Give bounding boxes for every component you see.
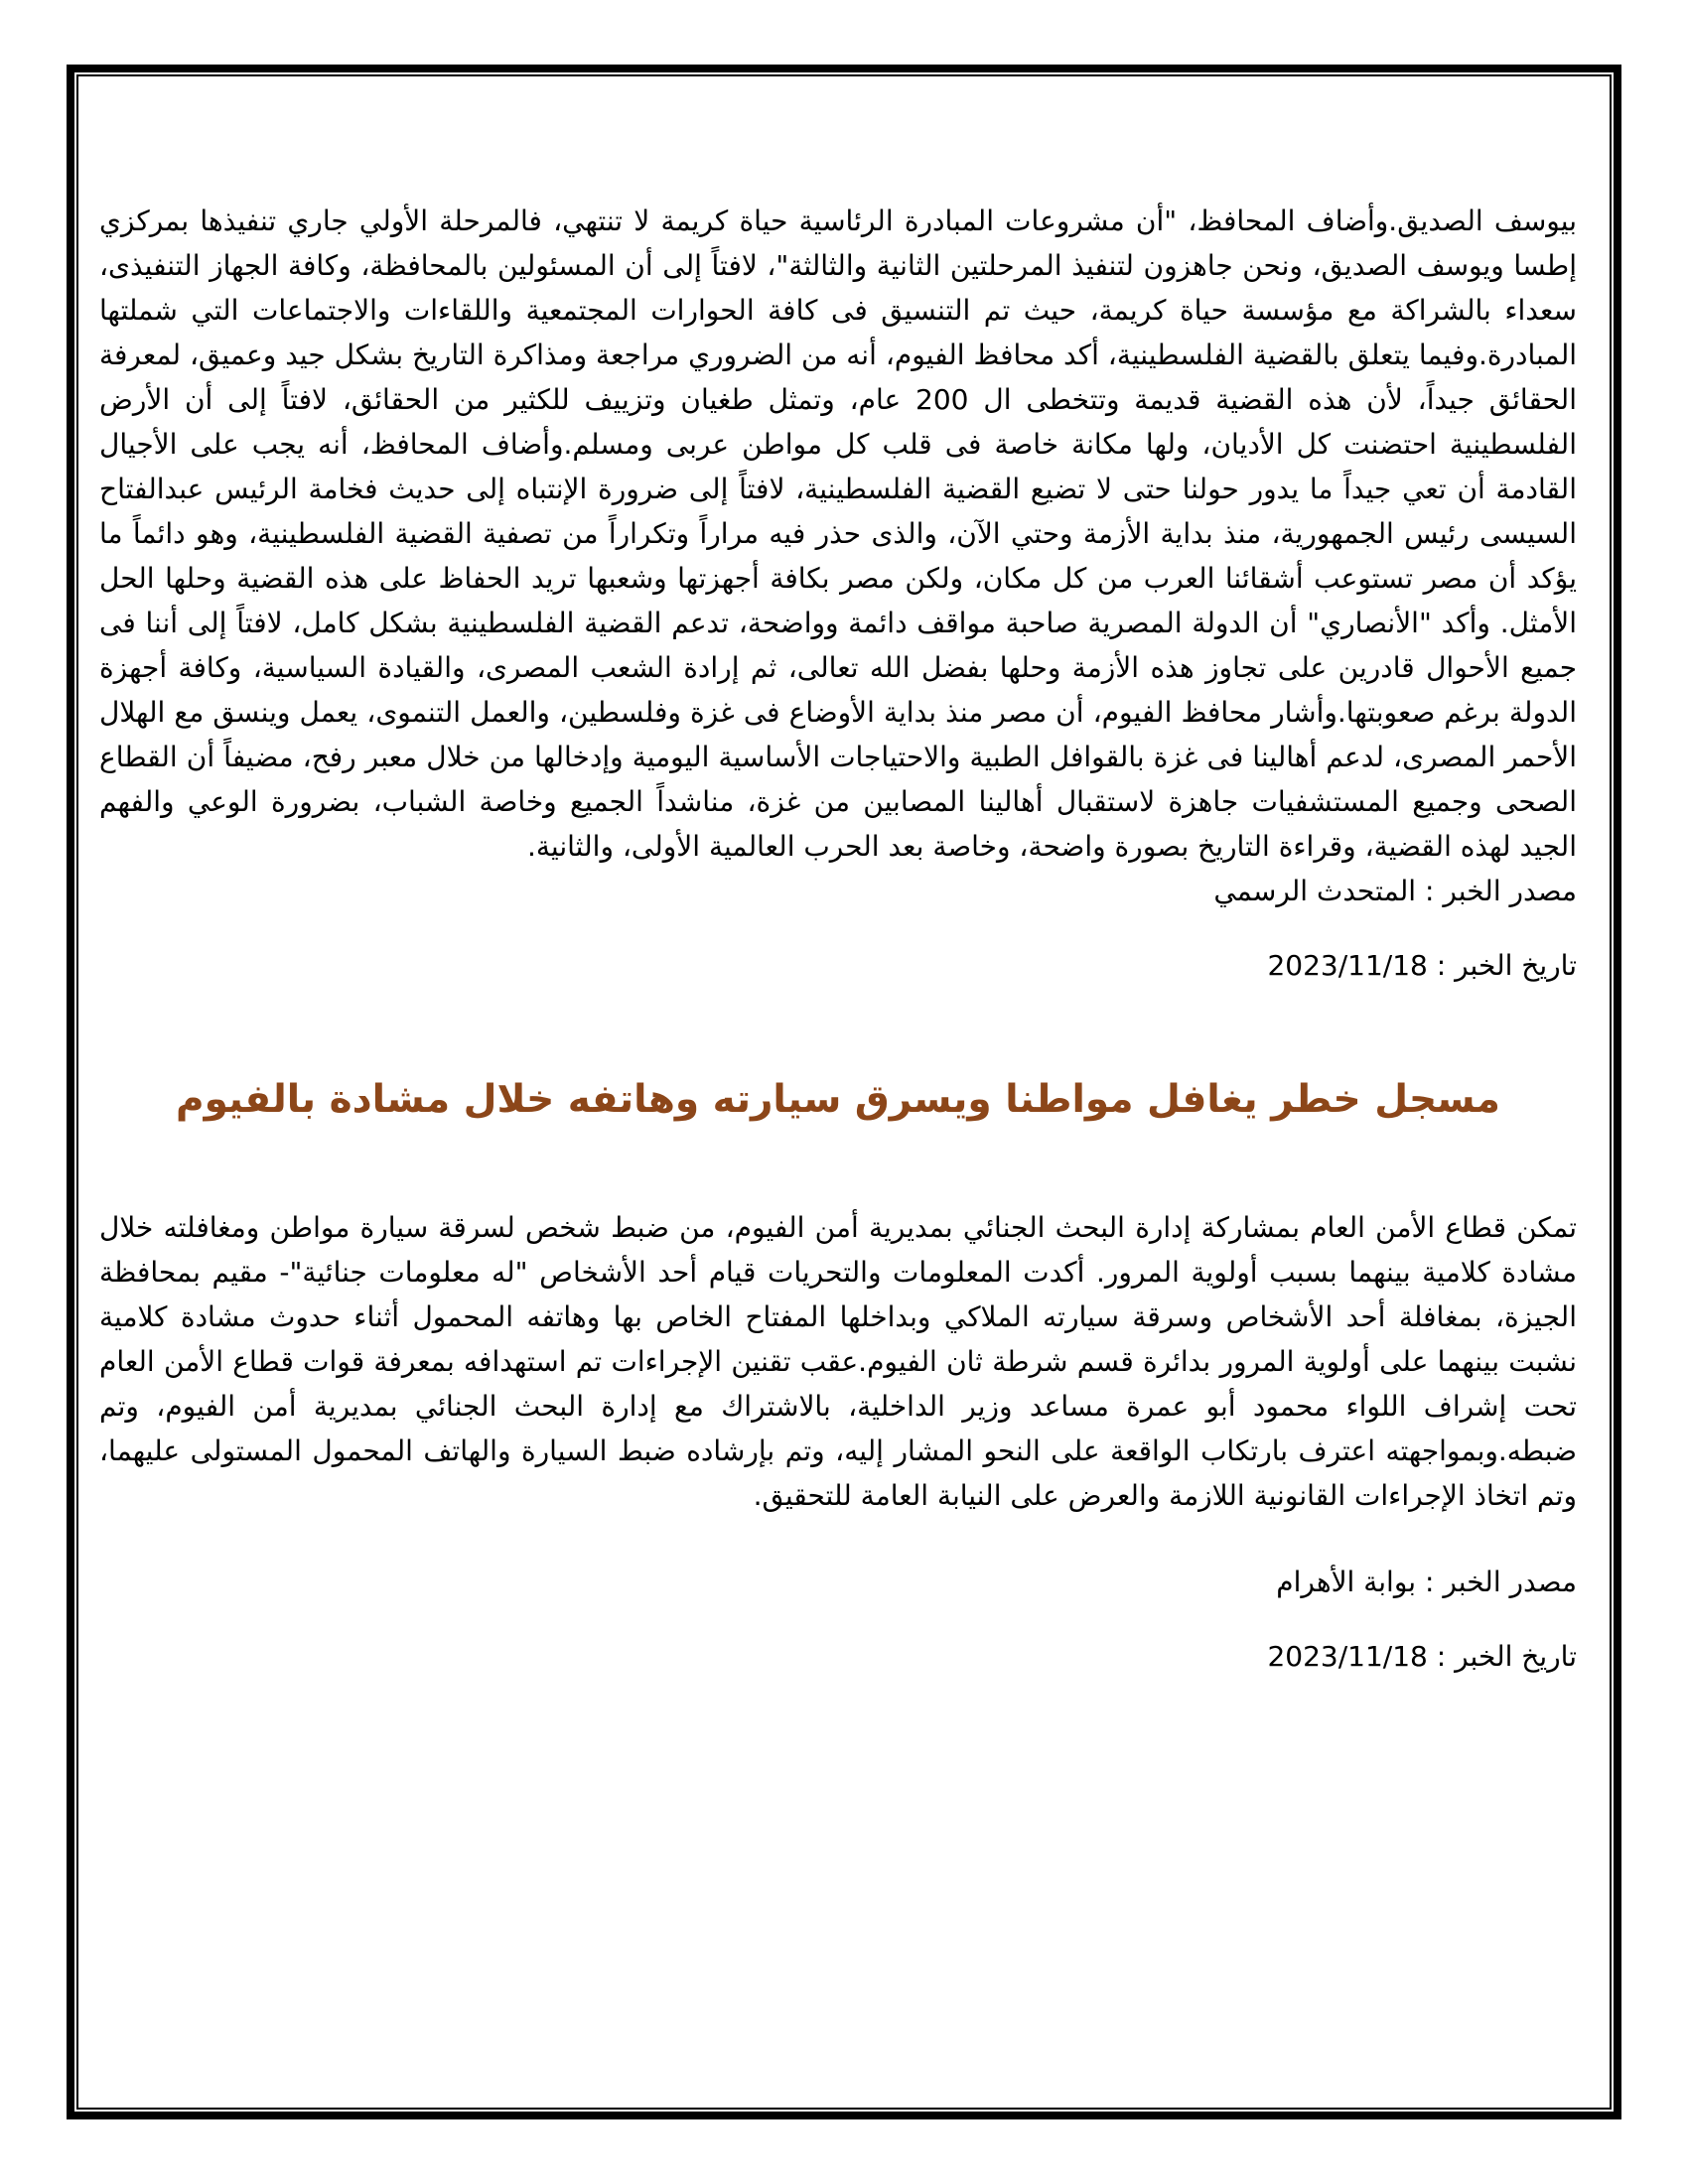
source-label: مصدر الخبر [1443, 875, 1577, 907]
source-separator: : [1416, 1566, 1444, 1598]
article-2-source-line [99, 1560, 1577, 1604]
page-content [99, 199, 1577, 1679]
article-1-source-line [99, 869, 1577, 913]
article-1-body: بيوسف الصديق.وأضاف المحافظ، "أن مشروعات المبادرة الرئاسية حياة كريمة لا تنتهي، فالمرحلة الأولي جاري تنفيذها بمركزي إطسا ويوسف الصديق، ونحن جاهزون لتنفيذ المرحلتين الثانية والثالثة"، لافتاً إلى أن المسئولين بالمحافظة، وكافة الجهاز التنفيذى، سعداء بالشراكة مع مؤسسة حياة كريمة، حيث تم التنسيق فى كافة الحوارات المجتمعية واللقاءات والاجتماعات التي شملتها المبادرة.وفيما يتعلق بالقضية الفلسطينية، أكد محافظ الفيوم، أنه من الضروري مراجعة ومذاكرة التاريخ بشكل جيد وعميق، لمعرفة الحقائق جيداً، لأن هذه القضية قديمة وتتخطى ال 200 عام، وتمثل طغيان وتزييف للكثير من الحقائق، لافتاً إلى أن الأرض الفلسطينية احتضنت كل الأديان، ولها مكانة خاصة فى قلب كل مواطن عربى ومسلم.وأضاف المحافظ، أنه يجب على الأجيال القادمة أن تعي جيداً ما يدور حولنا حتى لا تضيع القضية الفلسطينية، لافتاً إلى ضرورة الإنتباه إلى حديث فخامة الرئيس عبدالفتاح السيسى رئيس الجمهورية، منذ بداية الأزمة وحتي الآن، والذى حذر فيه مراراً وتكراراً من تصفية القضية الفلسطينية، وهو دائماً ما يؤكد أن مصر تستوعب أشقائنا العرب من كل مكان، ولكن مصر بكافة أجهزتها وشعبها تريد الحفاظ على هذه القضية وحلها الحل الأمثل. وأكد "الأنصاري" أن الدولة المصرية صاحبة مواقف دائمة وواضحة، تدعم القضية الفلسطينية بشكل كامل، لافتاً إلى أننا فى جميع الأحوال قادرين على تجاوز هذه الأزمة وحلها بفضل الله تعالى، ثم إرادة الشعب المصرى، والقيادة السياسية، وكافة أجهزة الدولة برغم صعوبتها.وأشار محافظ الفيوم، أن مصر منذ بداية الأوضاع فى غزة وفلسطين، والعمل التنموى، يعمل وينسق مع الهلال الأحمر المصرى، لدعم أهالينا فى غزة بالقوافل الطبية والاحتياجات الأساسية اليومية وإدخالها من خلال معبر رفح، مضيفاً أن القطاع الصحى وجميع المستشفيات جاهزة لاستقبال أهالينا المصابين من غزة، مناشداً الجميع وخاصة الشباب، بضرورة الوعي والفهم الجيد لهذه القضية، وقراءة التاريخ بصورة واضحة، وخاصة بعد الحرب العالمية الأولى، والثانية. [99, 205, 1577, 863]
date-value: 2023/11/18 [1267, 1640, 1428, 1673]
source-value: بوابة الأهرام [1276, 1566, 1417, 1598]
source-separator: : [1416, 875, 1444, 907]
date-label: تاريخ الخبر [1455, 949, 1577, 982]
article-1-date-line [99, 943, 1577, 988]
date-separator: : [1427, 949, 1456, 982]
date-label: تاريخ الخبر [1455, 1640, 1577, 1673]
article-2-headline: مسجل خطر يغافل مواطنا ويسرق سيارته وهاتفه خلال مشادة بالفيوم [176, 1077, 1500, 1122]
article-2-body: تمكن قطاع الأمن العام بمشاركة إدارة البحث الجنائي بمديرية أمن الفيوم، من ضبط شخص لسرقة سيارة مواطن ومغافلته خلال مشادة كلامية بينهما بسبب أولوية المرور. أكدت المعلومات والتحريات قيام أحد الأشخاص "له معلومات جنائية"- مقيم بمحافظة الجيزة، بمغافلة أحد الأشخاص وسرقة سيارته الملاكي وبداخلها المفتاح الخاص بها وهاتفه المحمول أثناء حدوث مشادة كلامية نشبت بينهما على أولوية المرور بدائرة قسم شرطة ثان الفيوم.عقب تقنين الإجراءات تم استهدافه بمعرفة قوات قطاع الأمن العام تحت إشراف اللواء محمود أبو عمرة مساعد وزير الداخلية، بالاشتراك مع إدارة البحث الجنائي بمديرية أمن الفيوم، وتم ضبطه.وبمواجهته اعترف بارتكاب الواقعة على النحو المشار إليه، وتم بإرشاده ضبط السيارة والهاتف المحمول المستولى عليهما، وتم اتخاذ الإجراءات القانونية اللازمة والعرض على النيابة العامة للتحقيق. [99, 1211, 1577, 1512]
article-2-date-line [99, 1634, 1577, 1679]
date-separator: : [1427, 1640, 1456, 1673]
source-label: مصدر الخبر [1443, 1566, 1577, 1598]
source-value: المتحدث الرسمي [1213, 875, 1417, 907]
date-value: 2023/11/18 [1267, 949, 1428, 982]
